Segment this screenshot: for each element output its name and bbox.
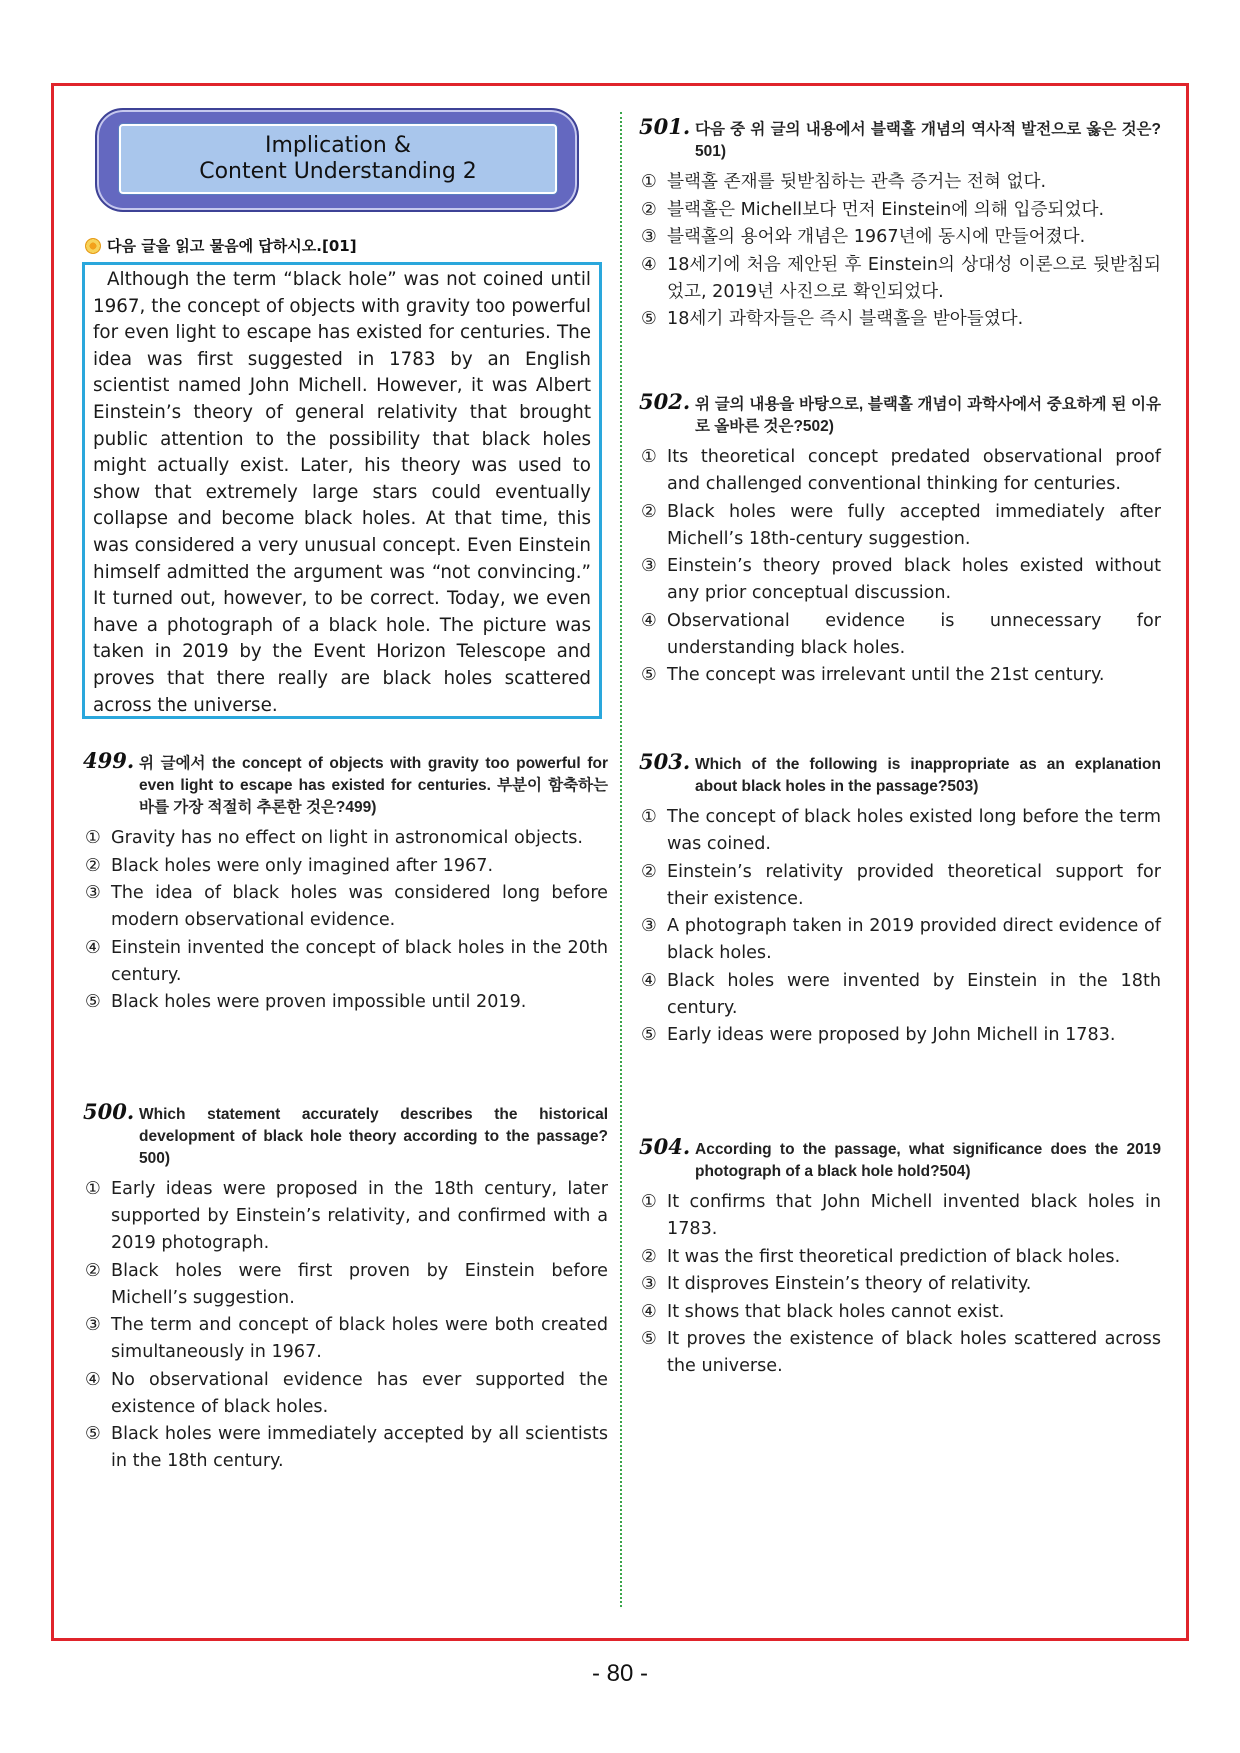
option-text: The concept of black holes existed long before the term was coined. xyxy=(667,807,1161,854)
reading-passage xyxy=(82,262,602,719)
question-stem xyxy=(83,1099,608,1170)
question-stem-text: 위 글의 내용을 바탕으로, 블랙홀 개념이 과학사에서 중요하게 된 이유로 올바른 것은?502) xyxy=(695,396,1161,435)
question-stem-text: According to the passage, what significance does the 2019 photograph of a black hole hold?504) xyxy=(695,1141,1161,1180)
option-text: 블랙홀의 용어와 개념은 1967년에 동시에 만들어졌다. xyxy=(667,227,1086,247)
question-stem-text: 다음 중 위 글의 내용에서 블랙홀 개념의 역사적 발전으로 옳은 것은?501) xyxy=(695,121,1161,160)
question-stem xyxy=(639,114,1161,163)
option-marker: ② xyxy=(641,1246,657,1267)
answer-options xyxy=(639,804,1161,1049)
question-499 xyxy=(83,748,608,1017)
option-text: Gravity has no effect on light in astronomical objects. xyxy=(111,828,584,848)
option-text: Einstein’s theory proved black holes existed without any prior conceptual discussion. xyxy=(667,556,1161,603)
answer-option[interactable] xyxy=(639,1022,1161,1049)
question-stem-text: 위 글에서 the concept of objects with gravity too powerful for even light to escape has existed for centuries. 부분이 함축하는 바를 가장 적절히 추론한 것은?499) xyxy=(139,755,608,816)
option-marker: ④ xyxy=(641,1301,657,1322)
answer-option[interactable] xyxy=(639,252,1161,306)
section-title xyxy=(119,124,557,194)
option-marker: ③ xyxy=(85,1315,101,1335)
answer-option[interactable] xyxy=(639,444,1161,498)
option-text: 블랙홀 존재를 뒷받침하는 관측 증거는 전혀 없다. xyxy=(667,172,1047,192)
option-text: Its theoretical concept predated observational proof and challenged conventional thinking for centuries. xyxy=(667,447,1161,494)
answer-option[interactable] xyxy=(639,1189,1161,1243)
answer-option[interactable] xyxy=(639,197,1161,224)
option-marker: ④ xyxy=(641,254,657,275)
answer-options xyxy=(639,169,1161,333)
option-text: Einstein invented the concept of black holes in the 20th century. xyxy=(111,937,608,985)
answer-option[interactable] xyxy=(639,1326,1161,1380)
page-number: - 80 - xyxy=(591,1660,648,1687)
question-number: 503. xyxy=(639,749,691,774)
option-text: Early ideas were proposed by John Michell in 1783. xyxy=(667,1025,1116,1045)
answer-option[interactable] xyxy=(83,935,608,989)
option-text: Early ideas were proposed in the 18th century, later supported by Einstein’s relativity, and confirmed with a 2019 photograph. xyxy=(111,1179,608,1253)
option-marker: ① xyxy=(641,447,657,467)
option-text: The idea of black holes was considered long before modern observational evidence. xyxy=(111,883,608,930)
question-number: 504. xyxy=(639,1134,691,1159)
option-text: The term and concept of black holes were both created simultaneously in 1967. xyxy=(111,1315,608,1362)
question-stem-text: Which of the following is inappropriate as an explanation about black holes in the passage?503) xyxy=(695,756,1161,795)
answer-option[interactable] xyxy=(83,1367,608,1421)
answer-options xyxy=(639,444,1161,689)
option-text: It confirms that John Michell invented black holes in 1783. xyxy=(667,1192,1161,1239)
question-stem-text: Which statement accurately describes the historical development of black hole theory according to the passage?500) xyxy=(139,1106,608,1167)
option-marker: ⑤ xyxy=(85,1424,101,1444)
answer-option[interactable] xyxy=(639,1271,1161,1298)
option-marker: ② xyxy=(641,199,657,220)
option-marker: ② xyxy=(85,1260,101,1281)
option-text: Black holes were only imagined after 1967. xyxy=(111,855,494,876)
question-stem xyxy=(83,748,608,819)
question-stem xyxy=(639,1134,1161,1183)
question-stem xyxy=(639,389,1161,438)
answer-option[interactable] xyxy=(639,553,1161,607)
answer-option[interactable] xyxy=(83,1176,608,1257)
option-text: Black holes were invented by Einstein in the 18th century. xyxy=(667,970,1161,1018)
option-text: It disproves Einstein’s theory of relativity. xyxy=(667,1274,1032,1294)
answer-option[interactable] xyxy=(83,880,608,934)
question-504 xyxy=(639,1134,1161,1381)
instruction xyxy=(85,235,357,256)
option-marker: ① xyxy=(641,1192,657,1212)
question-500 xyxy=(83,1099,608,1476)
section-title-line1: Implication & xyxy=(265,133,411,158)
question-stem xyxy=(639,749,1161,798)
option-text: It proves the existence of black holes scattered across the universe. xyxy=(667,1329,1161,1376)
option-marker: ① xyxy=(641,172,657,192)
answer-option[interactable] xyxy=(83,989,608,1016)
answer-option[interactable] xyxy=(83,853,608,880)
option-text: It shows that black holes cannot exist. xyxy=(667,1301,1005,1322)
option-text: Black holes were immediately accepted by all scientists in the 18th century. xyxy=(111,1424,608,1471)
option-marker: ④ xyxy=(85,937,101,958)
column-divider xyxy=(620,112,622,1607)
option-marker: ⑤ xyxy=(641,309,657,329)
option-marker: ④ xyxy=(641,610,657,631)
answer-option[interactable] xyxy=(639,499,1161,553)
question-503 xyxy=(639,749,1161,1050)
answer-options xyxy=(639,1189,1161,1380)
option-marker: ⑤ xyxy=(641,1025,657,1045)
option-marker: ② xyxy=(85,855,101,876)
option-marker: ⑤ xyxy=(85,992,101,1012)
option-text: Observational evidence is unnecessary for understanding black holes. xyxy=(667,610,1161,658)
question-number: 502. xyxy=(639,389,691,414)
option-text: 18세기 과학자들은 즉시 블랙홀을 받아들였다. xyxy=(667,309,1024,329)
flower-icon xyxy=(85,238,101,254)
answer-option[interactable] xyxy=(83,1421,608,1475)
option-marker: ③ xyxy=(641,227,657,247)
option-marker: ⑤ xyxy=(641,1329,657,1349)
option-text: The concept was irrelevant until the 21st century. xyxy=(667,665,1105,685)
question-number: 500. xyxy=(83,1099,135,1124)
option-marker: ④ xyxy=(641,970,657,991)
answer-options xyxy=(83,1176,608,1475)
option-marker: ① xyxy=(641,807,657,827)
option-text: 블랙홀은 Michell보다 먼저 Einstein에 의해 입증되었다. xyxy=(667,199,1105,220)
option-marker: ③ xyxy=(85,883,101,903)
answer-option[interactable] xyxy=(639,169,1161,196)
option-marker: ③ xyxy=(641,916,657,936)
passage-text: Although the term “black hole” was not coined until 1967, the concept of objects with gravity too powerful for even light to escape has existed for centuries. The idea was first suggested in 1783 by an English scientist named John Michell. However, it was Albert Einstein’s theory of general relativity that brought public attention to the possibility that black holes might actually exist. Later, his theory was used to show that extremely large stars could eventually collapse and become black holes. At that time, this was considered a very unusual concept. Even Einstein himself admitted the argument was “not convincing.” It turned out, however, to be correct. Today, we even have a photograph of a black hole. The picture was taken in 2019 by the Event Horizon Telescope and proves that there really are black holes scattered across the universe. xyxy=(93,269,591,716)
section-title-badge xyxy=(95,108,579,212)
option-marker: ② xyxy=(641,861,657,882)
option-text: Black holes were fully accepted immediately after Michell’s 18th-century suggestion. xyxy=(667,501,1161,549)
question-number: 499. xyxy=(83,748,135,773)
question-501 xyxy=(639,114,1161,334)
answer-option[interactable] xyxy=(639,662,1161,689)
option-text: 18세기에 처음 제안된 후 Einstein의 상대성 이론으로 뒷받침되었고, 2019년 사진으로 확인되었다. xyxy=(667,254,1161,302)
option-marker: ③ xyxy=(641,1274,657,1294)
answer-option[interactable] xyxy=(83,1258,608,1312)
answer-option[interactable] xyxy=(639,913,1161,967)
option-marker: ③ xyxy=(641,556,657,576)
option-marker: ② xyxy=(641,501,657,522)
answer-option[interactable] xyxy=(83,825,608,852)
option-text: No observational evidence has ever supported the existence of black holes. xyxy=(111,1369,608,1417)
section-title-line2: Content Understanding 2 xyxy=(199,159,477,184)
answer-option[interactable] xyxy=(639,608,1161,662)
answer-option[interactable] xyxy=(639,1244,1161,1271)
answer-option[interactable] xyxy=(83,1312,608,1366)
option-text: Einstein’s relativity provided theoretical support for their existence. xyxy=(667,861,1161,909)
option-marker: ⑤ xyxy=(641,665,657,685)
answer-option[interactable] xyxy=(639,306,1161,333)
answer-option[interactable] xyxy=(639,804,1161,858)
option-marker: ① xyxy=(85,828,101,848)
question-number: 501. xyxy=(639,114,691,139)
option-marker: ① xyxy=(85,1179,101,1199)
question-502 xyxy=(639,389,1161,690)
answer-options xyxy=(83,825,608,1016)
instruction-text: 다음 글을 읽고 물음에 답하시오.[01] xyxy=(107,237,357,255)
option-text: It was the first theoretical prediction of black holes. xyxy=(667,1246,1121,1267)
option-text: Black holes were first proven by Einstein before Michell’s suggestion. xyxy=(111,1260,608,1308)
answer-option[interactable] xyxy=(639,1299,1161,1326)
answer-option[interactable] xyxy=(639,224,1161,251)
option-text: Black holes were proven impossible until 2019. xyxy=(111,992,527,1012)
option-marker: ④ xyxy=(85,1369,101,1390)
answer-option[interactable] xyxy=(639,859,1161,913)
option-text: A photograph taken in 2019 provided direct evidence of black holes. xyxy=(667,916,1161,963)
answer-option[interactable] xyxy=(639,968,1161,1022)
